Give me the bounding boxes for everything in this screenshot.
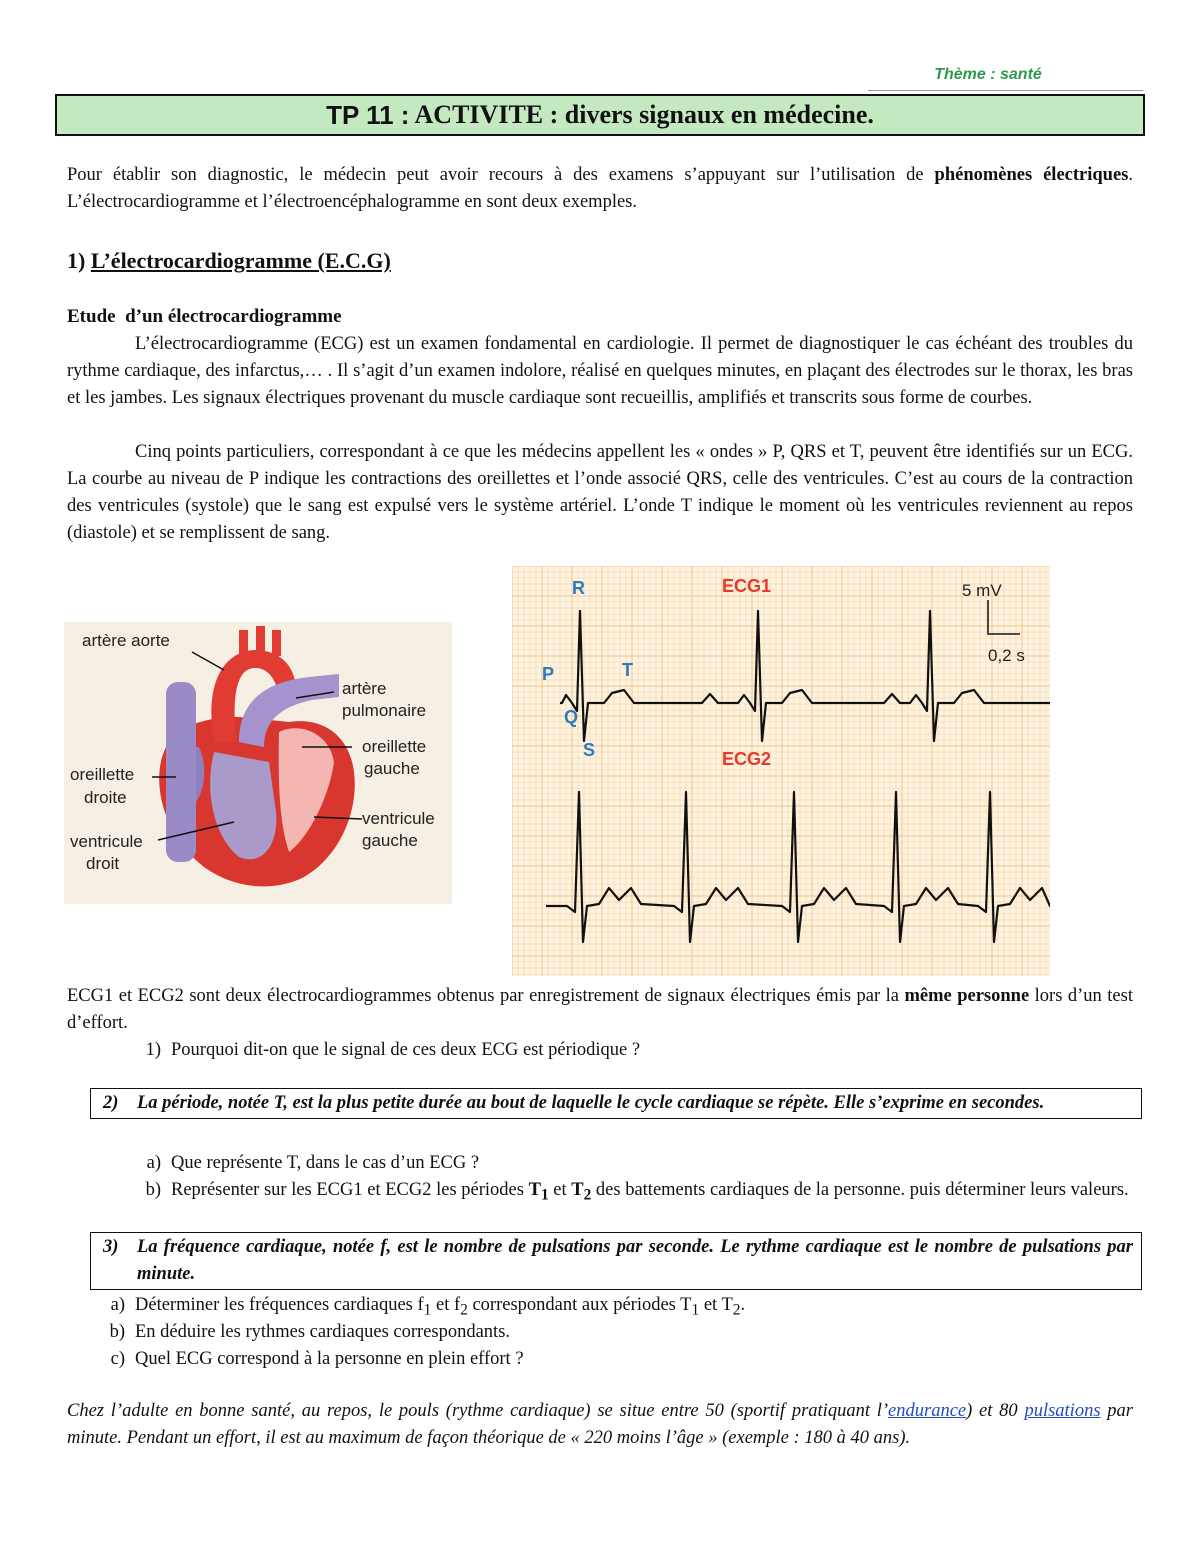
wave-label-q: Q (564, 707, 579, 727)
title-text: ACTIVITE : divers signaux en médecine. (409, 100, 874, 129)
ecg-description: ECG1 et ECG2 sont deux électrocardiogrammes obtenus par enregistrement de signaux électriques émis par la même personne lors d’un test d’effort. (67, 986, 1133, 1033)
label-right-ventricle-1: ventricule (70, 832, 143, 851)
title-prefix: TP 11 : (326, 99, 410, 130)
wave-label-s: S (583, 740, 596, 760)
scale-voltage: 5 mV (962, 581, 1002, 600)
label-left-ventricle-2: gauche (362, 831, 418, 850)
wave-label-p: P (542, 664, 555, 684)
link-endurance[interactable]: endurance (888, 1401, 967, 1421)
definition-box-frequency: 3) La fréquence cardiaque, notée f, est le nombre de pulsations par seconde. Le rythme cardiaque est le nombre de pulsations par minute. (90, 1232, 1142, 1290)
study-heading: Etude d’un électrocardiogramme (67, 306, 342, 327)
heart-diagram (64, 622, 452, 904)
footer-note: Chez l’adulte en bonne santé, au repos, le pouls (rythme cardiaque) se situe entre 50 (sportif pratiquant l’endurance) et 80 pulsations par minute. Pendant un effort, il est au maximum de façon théorique de « 220 moins l’âge » (exemple : 180 à 40 ans). (67, 1401, 1133, 1448)
link-pulsations[interactable]: pulsations (1024, 1401, 1101, 1421)
definition-box-period: 2) La période, notée T, est la plus petite durée au bout de laquelle le cycle cardiaque se répète. Elle s’exprime en secondes. (90, 1088, 1142, 1119)
intro-paragraph: Pour établir son diagnostic, le médecin peut avoir recours à des examens s’appuyant sur l’utilisation de phénomènes électriques. L’électrocardiogramme et l’électroencéphalogramme en sont deux exemples. (67, 165, 1133, 212)
page-title (55, 94, 1145, 136)
label-left-atrium-2: gauche (364, 759, 420, 778)
label-aorta: artère aorte (82, 631, 170, 650)
question-2a: a) Que représente T, dans le cas d’un ECG ? (146, 1153, 480, 1173)
wave-label-r: R (572, 578, 585, 598)
scale-time: 0,2 s (988, 646, 1025, 665)
label-right-atrium-1: oreillette (70, 765, 135, 784)
ecg-figure (512, 566, 1050, 976)
theme-label: Thème : santé (934, 66, 1042, 83)
study-paragraph-2: Cinq points particuliers, correspondant à ce que les médecins appellent les « ondes » P, QRS et T, peuvent être identifiés sur un ECG. La courbe au niveau de P indique les contractions des oreillettes et l’onde associé QRS, celle des ventricules. C’est au cours de la contraction des ventricules (systole) que le sang est expulsé vers le système artériel. L’onde T indique le moment où les ventricules reviennent au repos (diastole) et se remplissent de sang. (67, 442, 1133, 543)
question-2b: b) Représenter sur les ECG1 et ECG2 les périodes $T_1$ et $T_2$ des battements cardiaques de la personne. puis déterminer leurs valeurs. (145, 1180, 1129, 1204)
label-left-ventricle-1: ventricule (362, 809, 435, 828)
ecg2-label: ECG2 (722, 749, 772, 769)
label-left-atrium-1: oreillette (362, 737, 427, 756)
label-pulmonary-1: artère (342, 679, 387, 698)
ecg-paper (512, 566, 1050, 976)
section-heading: 1) L’électrocardiogramme (E.C.G) (67, 248, 391, 273)
label-right-atrium-2: droite (84, 788, 127, 807)
question-3a: a) Déterminer les fréquences cardiaques $f_1$ et $f_2$ correspondant aux périodes $T_1$ et $T_2$. (110, 1295, 746, 1319)
theme-underline (868, 90, 1143, 91)
intro-bold: phénomènes électriques (934, 165, 1129, 185)
wave-label-t: T (622, 660, 633, 680)
question-1: 1) Pourquoi dit-on que le signal de ces deux ECG est périodique ? (145, 1040, 641, 1060)
question-3c: c) Quel ECG correspond à la personne en plein effort ? (110, 1349, 524, 1369)
ecg1-label: ECG1 (722, 576, 772, 596)
question-3b: b) En déduire les rythmes cardiaques correspondants. (109, 1322, 511, 1342)
study-paragraph-1: L’électrocardiogramme (ECG) est un examen fondamental en cardiologie. Il permet de diagnostiquer le cas échéant des troubles du rythme cardiaque, des infarctus,… . Il s’agit d’un examen indolore, réalisé en quelques minutes, en plaçant des électrodes sur le thorax, les bras et les jambes. Les signaux électriques provenant du muscle cardiaque sont recueillis, amplifiés et transcrits sous forme de courbes. (67, 334, 1133, 408)
label-pulmonary-2: pulmonaire (342, 701, 427, 720)
label-right-ventricle-2: droit (86, 854, 120, 873)
